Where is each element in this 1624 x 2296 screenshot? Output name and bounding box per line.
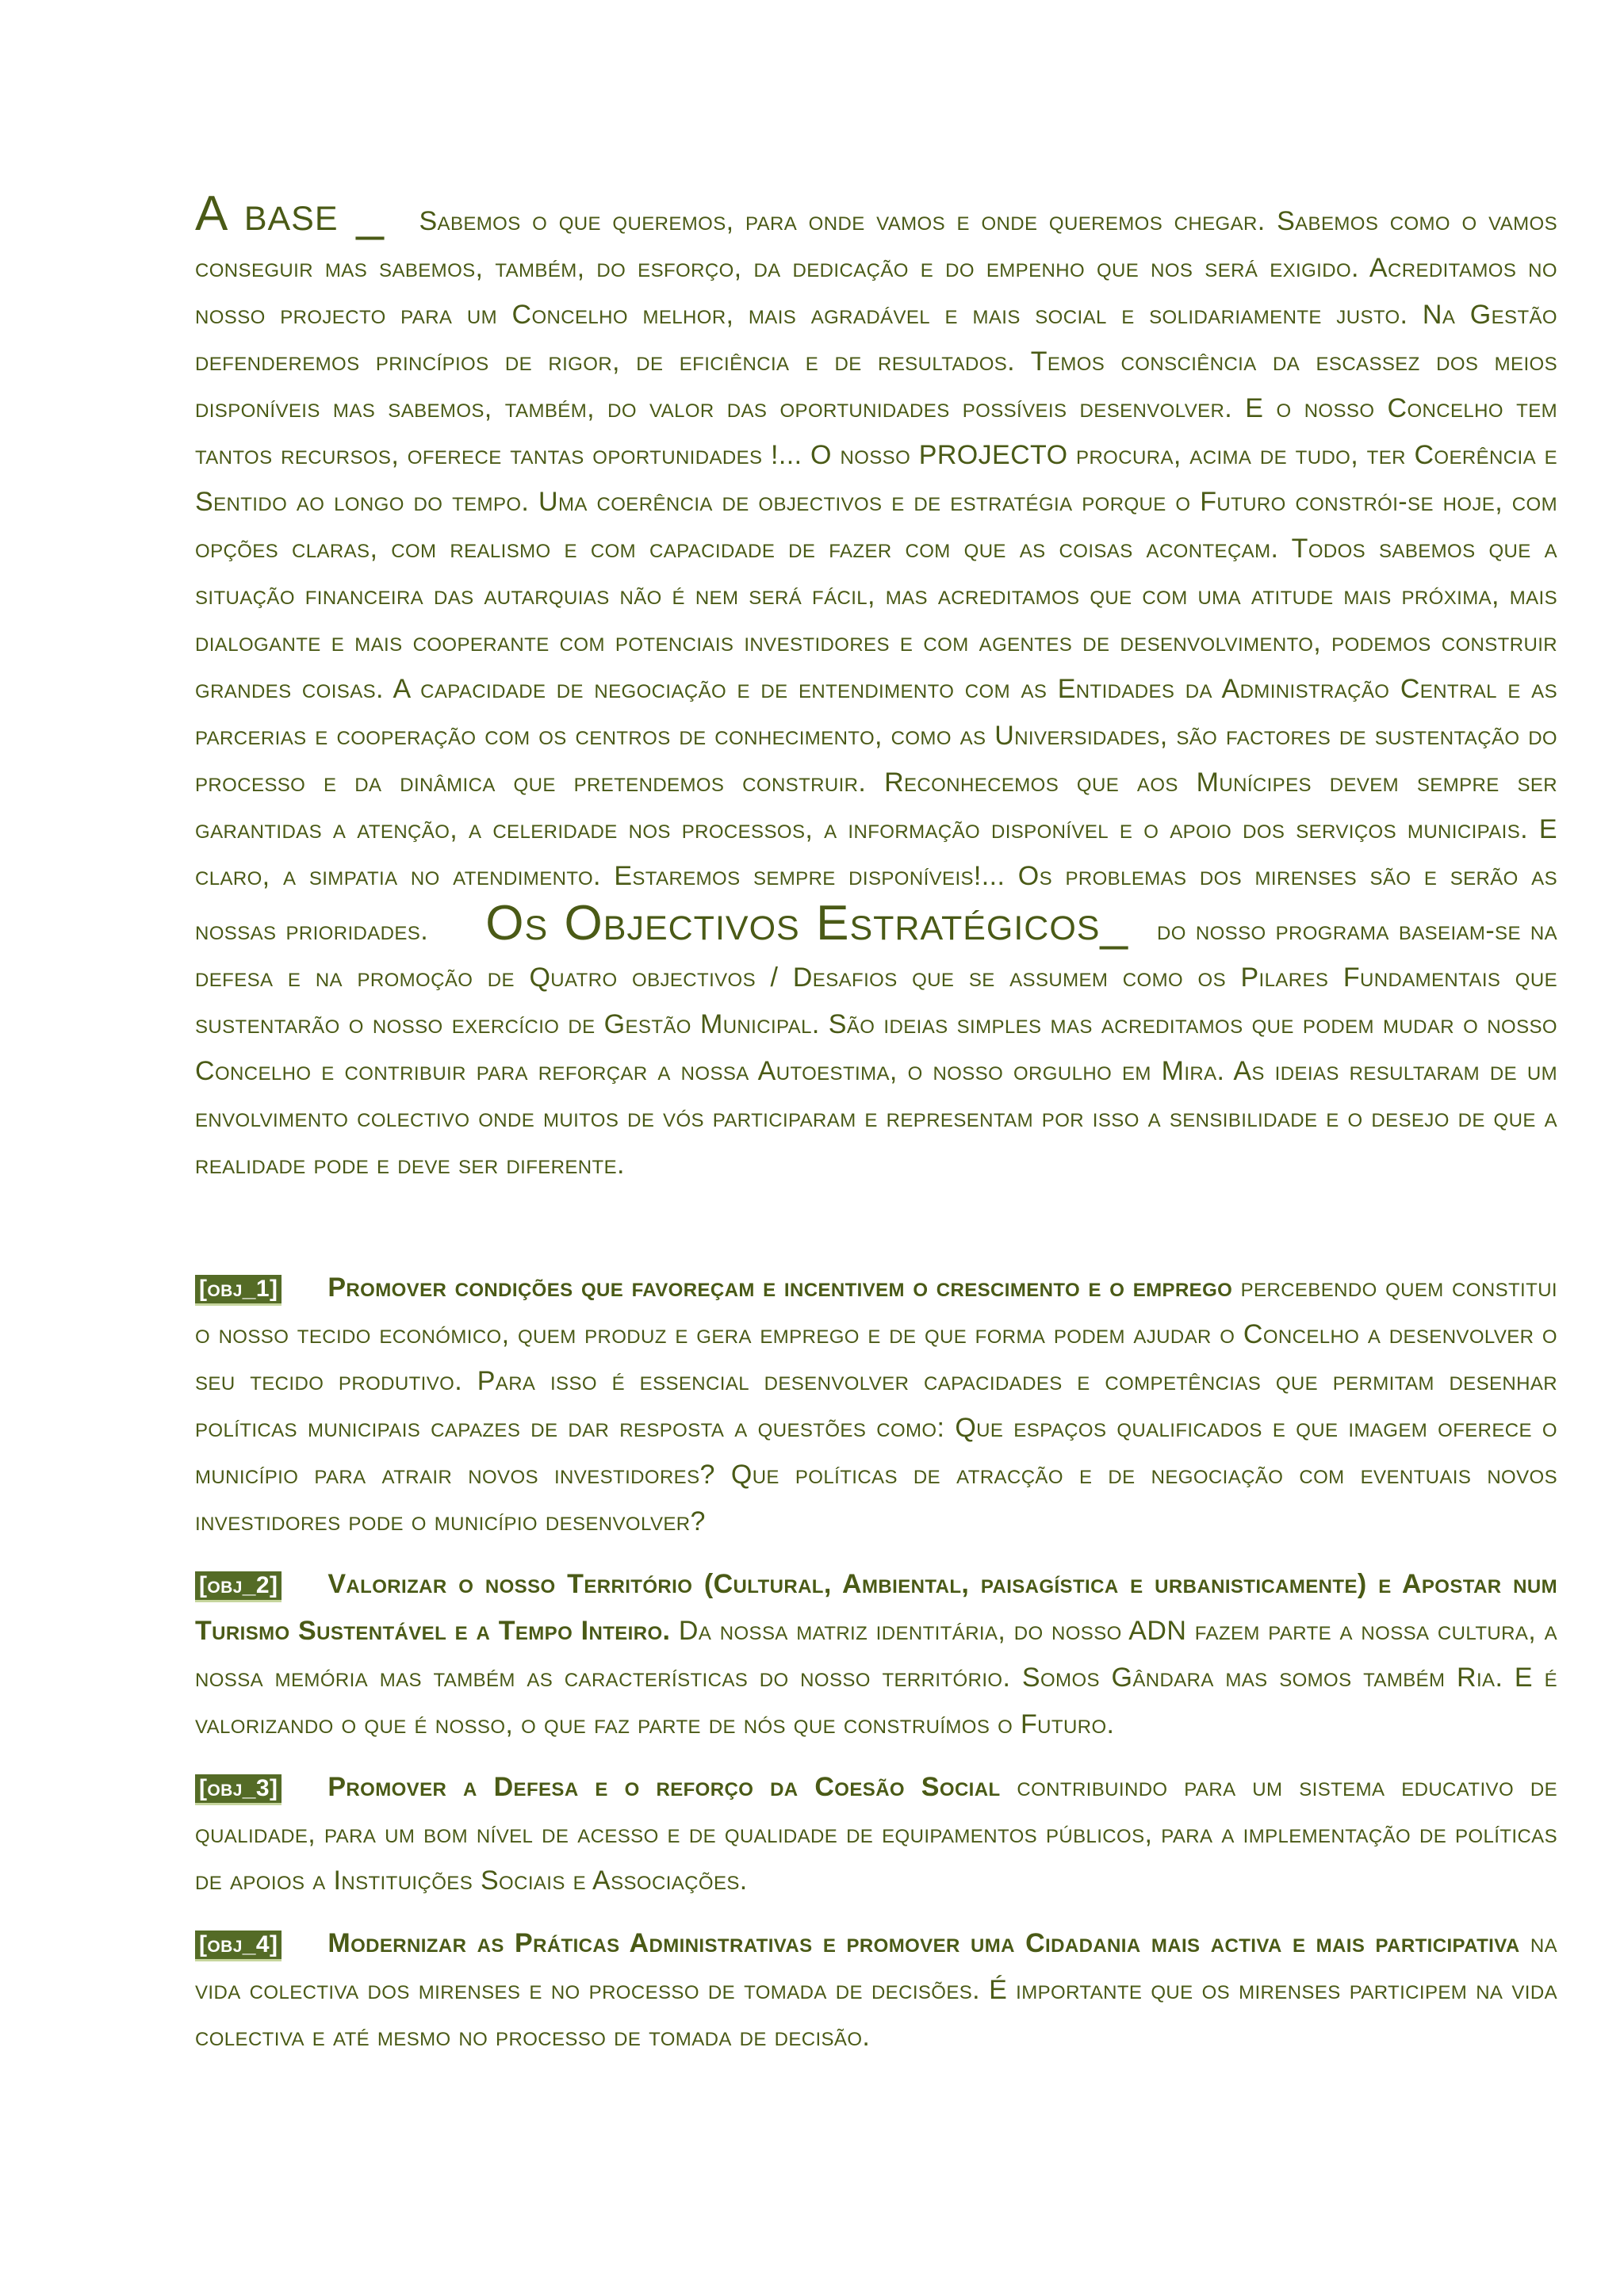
objective-tag: [obj_3]: [195, 1774, 282, 1805]
section-heading-a-base: A base _: [195, 186, 385, 241]
objective-text: contribuindo para um sistema educativo de qualidade, para um bom nível de acesso e de qualidade de equipamentos públicos, para a implementação de políticas de apoios a Instituições Sociais e Associações.: [195, 1772, 1557, 1896]
objective-tag: [obj_1]: [195, 1275, 282, 1306]
a-base-text: Sabemos o que queremos, para onde vamos e onde queremos chegar. Sabemos como o vamos conseguir mas sabemos, também, do esforço, da dedicação e do empenho que nos será exigido. Acreditamos no nosso projecto para um Concelho melhor, mais agradável e mais social e solidariamente justo. Na Gestão defenderemos princípios de rigor, de eficiência e de resultados. Temos consciência da escassez dos meios disponíveis mas sabemos, também, do valor das oportunidades possíveis desenvolver. E o nosso Concelho tem tantos recursos, oferece tantas oportunidades !... O nosso PROJECTO procura, acima de tudo, ter Coerência e Sentido ao longo do tempo. Uma coerência de objectivos e de estratégia porque o Futuro constrói-se hoje, com opções claras, com realismo e com capacidade de fazer com que as coisas aconteçam. Todos sabemos que a situação financeira das autarquias não é nem será fácil, mas acreditamos que com uma atitude mais próxima, mais dialogante e mais cooperante com potenciais investidores e com agentes de desenvolvimento, podemos construir grandes coisas. A capacidade de negociação e de entendimento com as Entidades da Administração Central e as parcerias e cooperação com os centros de conhecimento, como as Universidades, são factores de sustentação do processo e da dinâmica que pretendemos construir. Reconhecemos que aos Munícipes devem sempre ser garantidas a atenção, a celeridade nos processos, a informação disponível e o apoio dos serviços municipais. E claro, a simpatia no atendimento. Estaremos sempre disponíveis!... Os problemas dos mirenses são e serão as nossas prioridades.: [195, 206, 1557, 946]
objective-paragraph-1: [195, 1265, 1557, 1545]
objective-text: na vida colectiva dos mirenses e no processo de tomada de decisões. É importante que os mirenses participem na vida colectiva e até mesmo no processo de tomada de decisão.: [195, 1928, 1557, 2052]
section-spacer: [195, 1188, 1557, 1265]
objective-lead: Promover a Defesa e o reforço da Coesão Social: [327, 1772, 1001, 1802]
objective-lead: Promover condições que favoreçam e incentivem o crescimento e o emprego: [327, 1272, 1233, 1303]
objective-lead: Modernizar as Práticas Administrativas e promover uma Cidadania mais activa e mais participativa: [327, 1928, 1520, 1958]
objectivos-text: do nosso programa baseiam-se na defesa e na promoção de Quatro objectivos / Desafios que se assumem como os Pilares Fundamentais que sustentarão o nosso exercício de Gestão Municipal. São ideias simples mas acreditamos que podem mudar o nosso Concelho e contribuir para reforçar a nossa Autoestima, o nosso orgulho em Mira. As ideias resultaram de um envolvimento colectivo onde muitos de vós participaram e representam por isso a sensibilidade e o desejo de que a realidade pode e deve ser diferente.: [195, 916, 1558, 1180]
objective-paragraph-3: [195, 1764, 1557, 1904]
objective-text: percebendo quem constitui o nosso tecido económico, quem produz e gera emprego e de que forma podem ajudar o Concelho a desenvolver o seu tecido produtivo. Para isso é essencial desenvolver capacidades e competências que permitam desenhar políticas municipais capazes de dar resposta a questões como: Que espaços qualificados e que imagem oferece o município para atrair novos investidores? Que políticas de atracção e de negociação com eventuais novos investidores pode o município desenvolver?: [195, 1272, 1557, 1536]
section-heading-objectivos: Os Objectivos Estratégicos_: [485, 896, 1128, 951]
objective-lead: Valorizar o nosso Território (Cultural, Ambiental, paisagística e urbanisticamente) e Apostar num Turismo Sustentável e a Tempo Inteiro.: [195, 1569, 1557, 1646]
intro-paragraph: [195, 186, 1558, 1188]
objective-paragraph-2: [195, 1561, 1557, 1748]
document-body: [195, 186, 1558, 2076]
objective-tag: [obj_4]: [195, 1931, 282, 1961]
objective-text: Da nossa matriz identitária, do nosso ADN fazem parte a nossa cultura, a nossa memória mas também as características do nosso território. Somos Gândara mas somos também Ria. E é valorizando o que é nosso, o que faz parte de nós que construímos o Futuro.: [195, 1616, 1557, 1739]
objective-paragraph-4: [195, 1920, 1557, 2061]
objective-tag: [obj_2]: [195, 1571, 282, 1602]
